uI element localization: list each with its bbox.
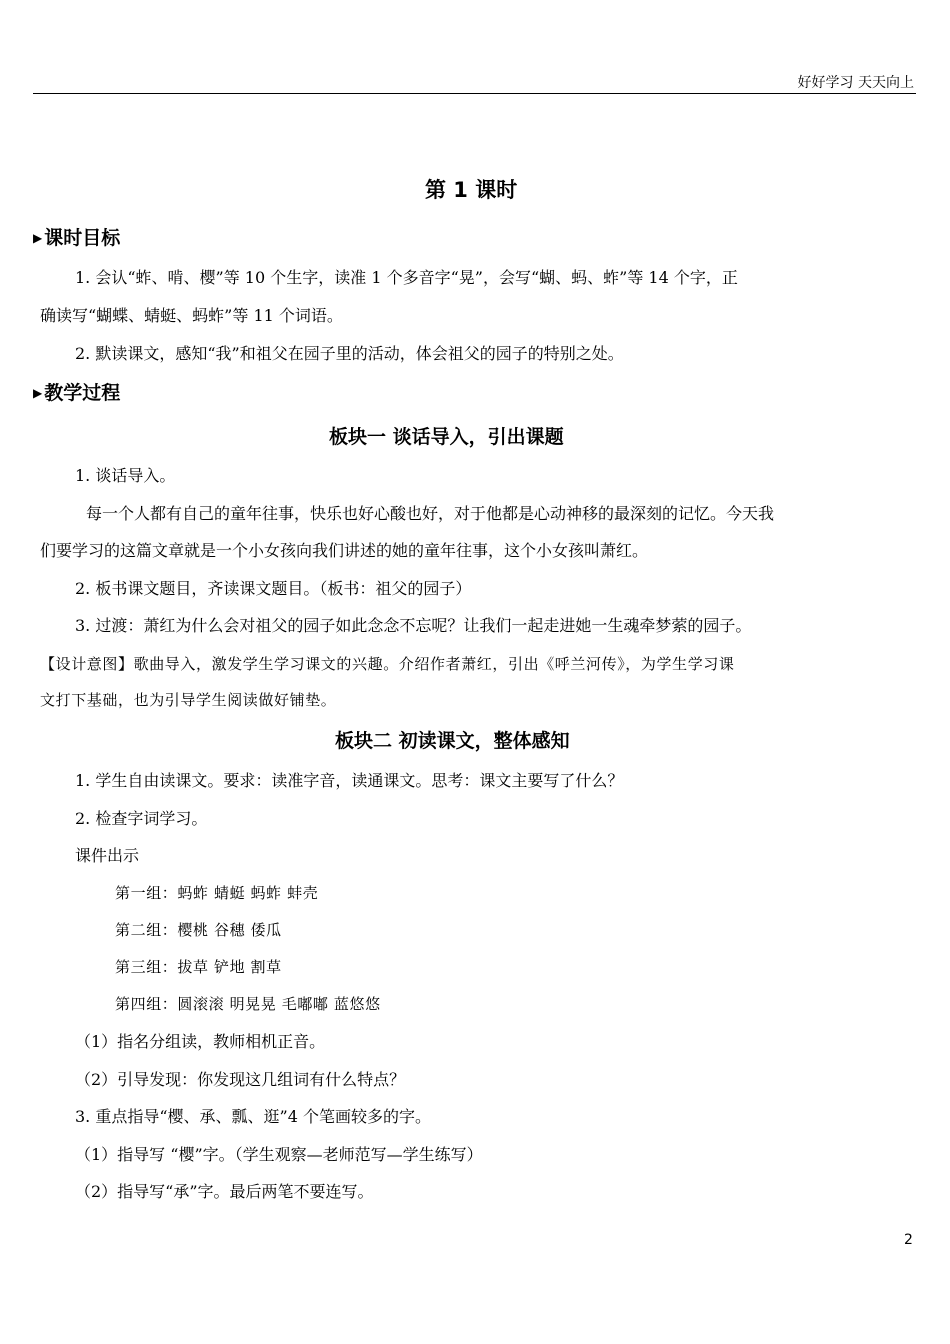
block-1-para-3: 2. 板书课文题目，齐读课文题目。（板书：祖父的园子） xyxy=(75,579,472,598)
page-number: 2 xyxy=(904,1232,913,1248)
word-group-2: 第二组：樱桃 谷穗 倭瓜 xyxy=(115,921,282,939)
block-2-writing-2: （2）指导写“承”字。最后两笔不要连写。 xyxy=(75,1182,374,1201)
block-2-para-4: 3. 重点指导“樱、承、瓢、逛”4 个笔画较多的字。 xyxy=(75,1107,431,1126)
block-2-question-1: （1）指名分组读，教师相机正音。 xyxy=(75,1032,326,1051)
block-1-para-2-line-1: 每一个人都有自己的童年往事，快乐也好心酸也好，对于他都是心动神移的最深刻的记忆。今天我 xyxy=(86,504,775,523)
block-2-para-3: 课件出示 xyxy=(75,846,140,865)
block-2-writing-1: （1）指导写 “樱”字。（学生观察—老师范写—学生练写） xyxy=(75,1145,483,1164)
triangle-bullet-icon: ▶ xyxy=(33,231,43,245)
word-group-3: 第三组：拔草 铲地 割草 xyxy=(115,958,282,976)
section-heading-process-text: 教学过程 xyxy=(44,382,121,404)
word-group-1: 第一组：蚂蚱 蜻蜓 蚂蚱 蚌壳 xyxy=(115,884,319,902)
design-intent-line-1: 【设计意图】歌曲导入，激发学生学习课文的兴趣。介绍作者萧红，引出《呼兰河传》，为学生学习课 xyxy=(40,655,735,673)
block-2-question-2: （2）引导发现：你发现这几组词有什么特点？ xyxy=(75,1070,406,1089)
block-2-title: 板块二 初读课文，整体感知 xyxy=(335,730,570,752)
page-title: 第 1 课时 xyxy=(425,178,518,202)
triangle-bullet-icon: ▶ xyxy=(33,386,43,400)
section-heading-goals-text: 课时目标 xyxy=(44,227,121,249)
block-1-title: 板块一 谈话导入，引出课题 xyxy=(329,426,564,448)
header-divider xyxy=(33,93,916,94)
word-group-4: 第四组：圆滚滚 明晃晃 毛嘟嘟 蓝悠悠 xyxy=(115,995,381,1013)
block-1-para-4: 3. 过渡：萧红为什么会对祖父的园子如此念念不忘呢？让我们一起走进她一生魂牵梦萦的园子。 xyxy=(75,616,752,635)
block-1-para-2-line-2: 们要学习的这篇文章就是一个小女孩向我们讲述的她的童年往事，这个小女孩叫萧红。 xyxy=(40,541,649,560)
block-2-para-1: 1. 学生自由读课文。要求：读准字音，读通课文。思考：课文主要写了什么？ xyxy=(75,771,624,790)
block-1-para-1: 1. 谈话导入。 xyxy=(75,466,176,485)
goal-item-2: 2. 默读课文，感知“我”和祖父在园子里的活动，体会祖父的园子的特别之处。 xyxy=(75,344,624,363)
header-motto: 好好学习 天天向上 xyxy=(797,75,914,91)
design-intent-line-2: 文打下基础，也为引导学生阅读做好铺垫。 xyxy=(40,691,337,709)
section-heading-goals xyxy=(33,226,120,250)
block-2-para-2: 2. 检查字词学习。 xyxy=(75,809,208,828)
goal-item-1-line-2: 确读写“蝴蝶、蜻蜓、蚂蚱”等 11 个词语。 xyxy=(40,306,343,325)
section-heading-process xyxy=(33,381,120,405)
goal-item-1-line-1: 1. 会认“蚱、啃、樱”等 10 个生字，读准 1 个多音字“晃”，会写“蝴、蚂、蚱”等 14 个字，正 xyxy=(75,268,738,287)
